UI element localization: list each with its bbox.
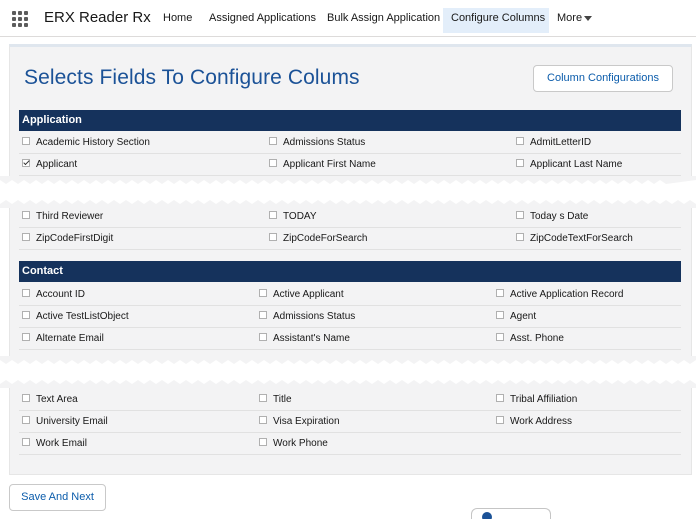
field-label: ZipCodeForSearch [283,233,368,244]
checkbox[interactable] [516,137,524,145]
configure-columns-card [9,44,692,475]
field-checkbox[interactable] [259,284,344,306]
field-label: Applicant [36,159,78,170]
field-label: University Email [36,416,108,427]
checkbox[interactable] [22,233,30,241]
field-checkbox[interactable] [259,328,350,350]
field-label: Active TestListObject [36,311,129,322]
nav-more-label: More [557,12,583,24]
top-navigation-bar [0,0,696,37]
table-row [19,228,681,250]
field-checkbox[interactable] [496,306,536,328]
field-checkbox[interactable] [22,433,87,455]
checkbox[interactable] [22,438,30,446]
field-checkbox[interactable] [496,284,623,306]
field-checkbox[interactable] [22,154,77,176]
checkbox[interactable] [259,416,267,424]
field-label: Admissions Status [283,137,366,148]
checkbox[interactable] [496,416,504,424]
field-checkbox[interactable] [22,328,104,350]
field-checkbox[interactable] [496,328,564,350]
field-checkbox[interactable] [22,132,150,154]
nav-tab-assigned-applications[interactable]: Assigned Applications [209,12,317,24]
checkbox[interactable] [22,416,30,424]
field-label: Applicant Last Name [530,159,623,170]
field-label: Alternate Email [36,333,104,344]
field-checkbox[interactable] [259,411,340,433]
chevron-down-icon [584,16,592,21]
column-configurations-button[interactable]: Column Configurations [533,65,673,92]
app-name: ERX Reader Rx [44,9,151,26]
field-checkbox[interactable] [22,306,129,328]
field-checkbox[interactable] [22,206,103,228]
field-checkbox[interactable] [516,132,591,154]
field-checkbox[interactable] [269,154,376,176]
table-row [19,132,681,154]
checkbox[interactable] [259,311,267,319]
torn-page-gap [0,176,696,208]
field-label: ZipCodeTextForSearch [530,233,633,244]
checkbox[interactable] [496,289,504,297]
checkbox[interactable] [269,137,277,145]
field-checkbox[interactable] [22,389,78,411]
nav-tab-home[interactable]: Home [163,12,193,24]
checkbox[interactable] [259,289,267,297]
field-label: Visa Expiration [273,416,340,427]
checkbox[interactable] [269,159,277,167]
field-checkbox[interactable] [516,154,622,176]
field-label: Tribal Affiliation [510,394,578,405]
field-label: TODAY [283,211,317,222]
field-checkbox[interactable] [496,411,572,433]
field-checkbox[interactable] [269,228,367,250]
checkbox[interactable] [22,137,30,145]
field-checkbox[interactable] [269,206,317,228]
checkbox[interactable] [259,394,267,402]
field-checkbox[interactable] [496,389,577,411]
checkbox[interactable] [22,211,30,219]
table-row [19,411,681,433]
checkbox[interactable] [496,333,504,341]
field-checkbox[interactable] [22,284,85,306]
field-label: Assistant's Name [273,333,350,344]
field-label: Asst. Phone [510,333,564,344]
table-row [19,206,681,228]
checkbox[interactable] [22,333,30,341]
nav-more-menu[interactable] [549,8,600,33]
field-checkbox[interactable] [259,433,328,455]
field-label: ZipCodeFirstDigit [36,233,114,244]
checkbox[interactable] [259,333,267,341]
section-header-contact: Contact [19,261,681,282]
field-checkbox[interactable] [269,132,365,154]
field-checkbox[interactable] [259,389,292,411]
checkbox[interactable] [516,211,524,219]
field-label: Today s Date [530,211,589,222]
section-header-application: Application [19,110,681,131]
checkbox[interactable] [496,311,504,319]
field-label: Third Reviewer [36,211,104,222]
field-label: Account ID [36,289,85,300]
checkbox[interactable] [516,233,524,241]
field-label: Title [273,394,292,405]
badge-logo-icon [482,512,492,519]
table-row [19,306,681,328]
footer-badge [471,508,551,519]
field-label: Agent [510,311,537,322]
field-checkbox[interactable] [22,411,108,433]
field-label: Academic History Section [36,137,150,148]
field-checkbox[interactable] [22,228,113,250]
checkbox[interactable] [259,438,267,446]
table-row [19,328,681,350]
table-row [19,154,681,176]
field-checkbox[interactable] [259,306,355,328]
table-row [19,433,681,455]
table-row [19,389,681,411]
checkbox[interactable] [269,211,277,219]
field-label: Text Area [36,394,78,405]
save-and-next-button[interactable]: Save And Next [9,484,106,511]
checkbox[interactable] [22,289,30,297]
checkbox[interactable] [496,394,504,402]
checkbox-checked[interactable] [22,159,30,167]
field-label: AdmitLetterID [530,137,592,148]
field-label: Active Application Record [510,289,624,300]
app-launcher-icon[interactable] [12,11,28,27]
torn-page-gap [0,356,696,388]
nav-tab-configure-columns[interactable]: Configure Columns [443,8,549,33]
field-checkbox[interactable] [516,206,588,228]
field-label: Work Phone [273,438,328,449]
checkbox[interactable] [516,159,524,167]
checkbox[interactable] [22,394,30,402]
page-title: Selects Fields To Configure Colums [24,66,360,89]
nav-tab-bulk-assign-application[interactable]: Bulk Assign Application [327,12,441,24]
checkbox[interactable] [22,311,30,319]
field-label: Work Email [36,438,87,449]
field-label: Applicant First Name [283,159,376,170]
field-label: Work Address [510,416,573,427]
table-row [19,284,681,306]
field-label: Active Applicant [273,289,344,300]
checkbox[interactable] [269,233,277,241]
field-label: Admissions Status [273,311,356,322]
field-checkbox[interactable] [516,228,633,250]
